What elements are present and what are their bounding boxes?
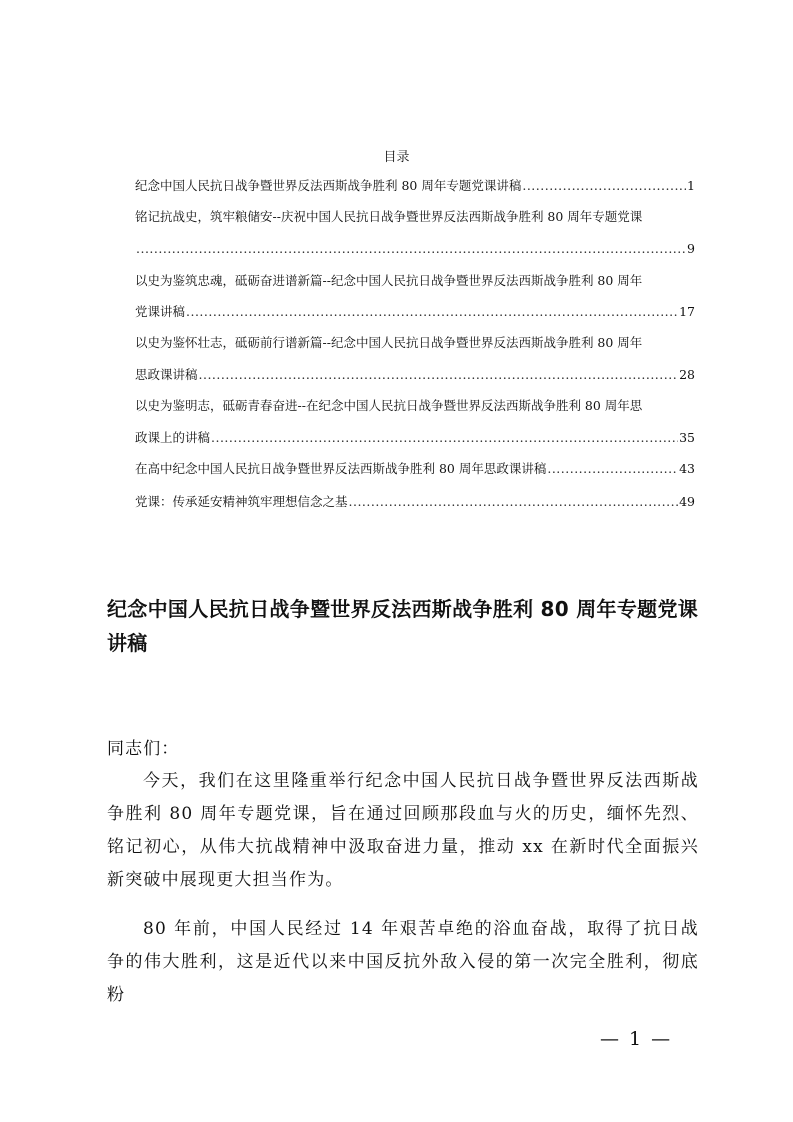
toc-entry-title: 铭记抗战史，筑牢粮储安--庆祝中国人民抗日战争暨世界反法西斯战争胜利 80 周年专题党课 xyxy=(135,209,643,224)
toc-leader-dots xyxy=(211,428,678,448)
toc-entry-page: 43 xyxy=(679,461,695,476)
toc-entry-page: 1 xyxy=(687,178,695,193)
page-number: — 1 — xyxy=(600,1028,673,1050)
toc-entry-title: 党课：传承延安精神筑牢理想信念之基 xyxy=(135,494,348,509)
toc-entry-page: 17 xyxy=(679,304,695,319)
toc-entry-title: 纪念中国人民抗日战争暨世界反法西斯战争胜利 80 周年专题党课讲稿 xyxy=(135,178,522,193)
toc-entry[interactable] xyxy=(135,492,695,512)
toc-leader-dots xyxy=(349,492,679,512)
toc-entry-title-cont: 党课讲稿 xyxy=(135,304,186,319)
toc-entry-page: 35 xyxy=(679,430,695,445)
toc-leader-dots xyxy=(522,176,686,196)
toc-entry-title: 以史为鉴明志，砥砺青春奋进--在纪念中国人民抗日战争暨世界反法西斯战争胜利 80 周年思 xyxy=(135,398,643,413)
body-paragraph: 80 年前，中国人民经过 14 年艰苦卓绝的浴血奋战，取得了抗日战争的伟大胜利，这是近代以来中国反抗外敌入侵的第一次完全胜利，彻底粉 xyxy=(107,919,699,1005)
toc-entry-title: 在高中纪念中国人民抗日战争暨世界反法西斯战争胜利 80 周年思政课讲稿 xyxy=(135,461,547,476)
toc-entry[interactable] xyxy=(135,459,695,479)
toc-entry-title-cont: 思政课讲稿 xyxy=(135,367,198,382)
toc-leader-dots xyxy=(136,239,686,259)
toc-entry[interactable] xyxy=(135,333,695,353)
toc-entry-continuation[interactable] xyxy=(135,302,695,322)
toc-entry-page: 28 xyxy=(679,367,695,382)
toc-leader-dots xyxy=(199,365,679,385)
toc-entry-continuation[interactable] xyxy=(135,239,695,259)
greeting: 同志们： xyxy=(107,739,180,759)
toc-leader-dots xyxy=(547,459,678,479)
toc-entry[interactable] xyxy=(135,396,695,416)
toc-entry[interactable] xyxy=(135,176,695,196)
toc-title: 目录 xyxy=(383,150,410,165)
toc-entry[interactable] xyxy=(135,271,695,291)
toc-entry-title-cont: 政课上的讲稿 xyxy=(135,430,211,445)
toc-entry[interactable] xyxy=(135,207,695,227)
document-title: 纪念中国人民抗日战争暨世界反法西斯战争胜利 80 周年专题党课讲稿 xyxy=(107,597,699,655)
body-paragraph: 今天，我们在这里隆重举行纪念中国人民抗日战争暨世界反法西斯战争胜利 80 周年专题党课，旨在通过回顾那段血与火的历史，缅怀先烈、铭记初心，从伟大抗战精神中汲取奋进力量，推动 xx 在新时代全面振兴新突破中展现更大担当作为。 xyxy=(107,771,699,890)
toc-entry-continuation[interactable] xyxy=(135,365,695,385)
toc-entry-page: 9 xyxy=(687,241,695,256)
toc-entry-continuation[interactable] xyxy=(135,428,695,448)
toc-entry-title: 以史为鉴筑忠魂，砥砺奋进谱新篇--纪念中国人民抗日战争暨世界反法西斯战争胜利 80 周年 xyxy=(135,273,643,288)
toc-leader-dots xyxy=(186,302,678,322)
toc-entry-page: 49 xyxy=(679,494,695,509)
toc-entry-title: 以史为鉴怀壮志，砥砺前行谱新篇--纪念中国人民抗日战争暨世界反法西斯战争胜利 80 周年 xyxy=(135,335,643,350)
